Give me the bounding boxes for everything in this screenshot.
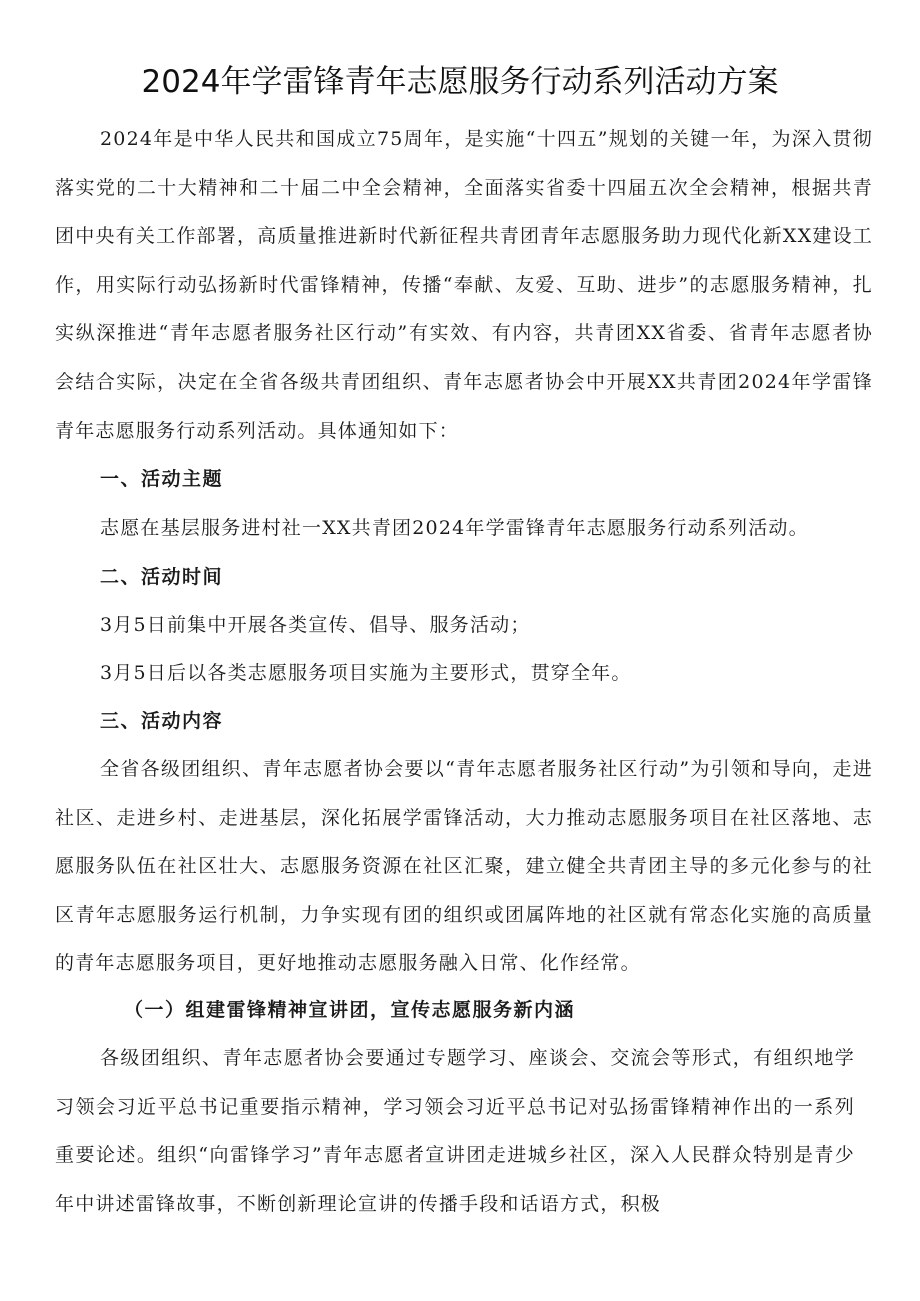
subsection-paragraph-1: 各级团组织、青年志愿者协会要通过专题学习、座谈会、交流会等形式，有组织地学习领会习近平总书记重要指示精神，学习领会习近平总书记对弘扬雷锋精神作出的一系列重要论述。组织“向雷锋学习”青年志愿者宣讲团走进城乡社区，深入人民群众特别是青少年中讲述雷锋故事，不断创新理论宣讲的传播手段和话语方式，积极 (55, 1047, 855, 1215)
section-heading-content: 三、活动内容 (100, 710, 224, 732)
document-title: 2024年学雷锋青年志愿服务行动系列活动方案 (141, 64, 779, 100)
time-line-2: 3月5日后以各类志愿服务项目实施为主要形式，贯穿全年。 (100, 662, 632, 684)
section-heading-time: 二、活动时间 (100, 566, 224, 588)
time-line-1: 3月5日前集中开展各类宣传、倡导、服务活动； (100, 614, 531, 636)
intro-paragraph: 2024年是中华人民共和国成立75周年，是实施“十四五”规划的关键一年，为深入贯彻落实党的二十大精神和二十届二中全会精神，全面落实省委十四届五次全会精神，根据共青团中央有关工作部署，高质量推进新时代新征程共青团青年志愿服务助力现代化新XX建设工作，用实际行动弘扬新时代雷锋精神，传播“奉献、友爱、互助、进步”的志愿服务精神，扎实纵深推进“青年志愿者服务社区行动”有实效、有内容，共青团XX省委、省青年志愿者协会结合实际，决定在全省各级共青团组织、青年志愿者协会中开展XX共青团2024年学雷锋青年志愿服务行动系列活动。具体通知如下： (55, 128, 873, 442)
content-paragraph: 全省各级团组织、青年志愿者协会要以“青年志愿者服务社区行动”为引领和导向，走进社区、走进乡村、走进基层，深化拓展学雷锋活动，大力推动志愿服务项目在社区落地、志愿服务队伍在社区壮大、志愿服务资源在社区汇聚，建立健全共青团主导的多元化参与的社区青年志愿服务运行机制，力争实现有团的组织或团属阵地的社区就有常态化实施的高质量的青年志愿服务项目，更好地推动志愿服务融入日常、化作经常。 (55, 758, 873, 975)
section-heading-theme: 一、活动主题 (100, 468, 224, 490)
theme-paragraph: 志愿在基层服务进村社一XX共青团2024年学雷锋青年志愿服务行动系列活动。 (100, 517, 809, 539)
subsection-heading-1: （一）组建雷锋精神宣讲团，宣传志愿服务新内涵 (124, 999, 576, 1021)
